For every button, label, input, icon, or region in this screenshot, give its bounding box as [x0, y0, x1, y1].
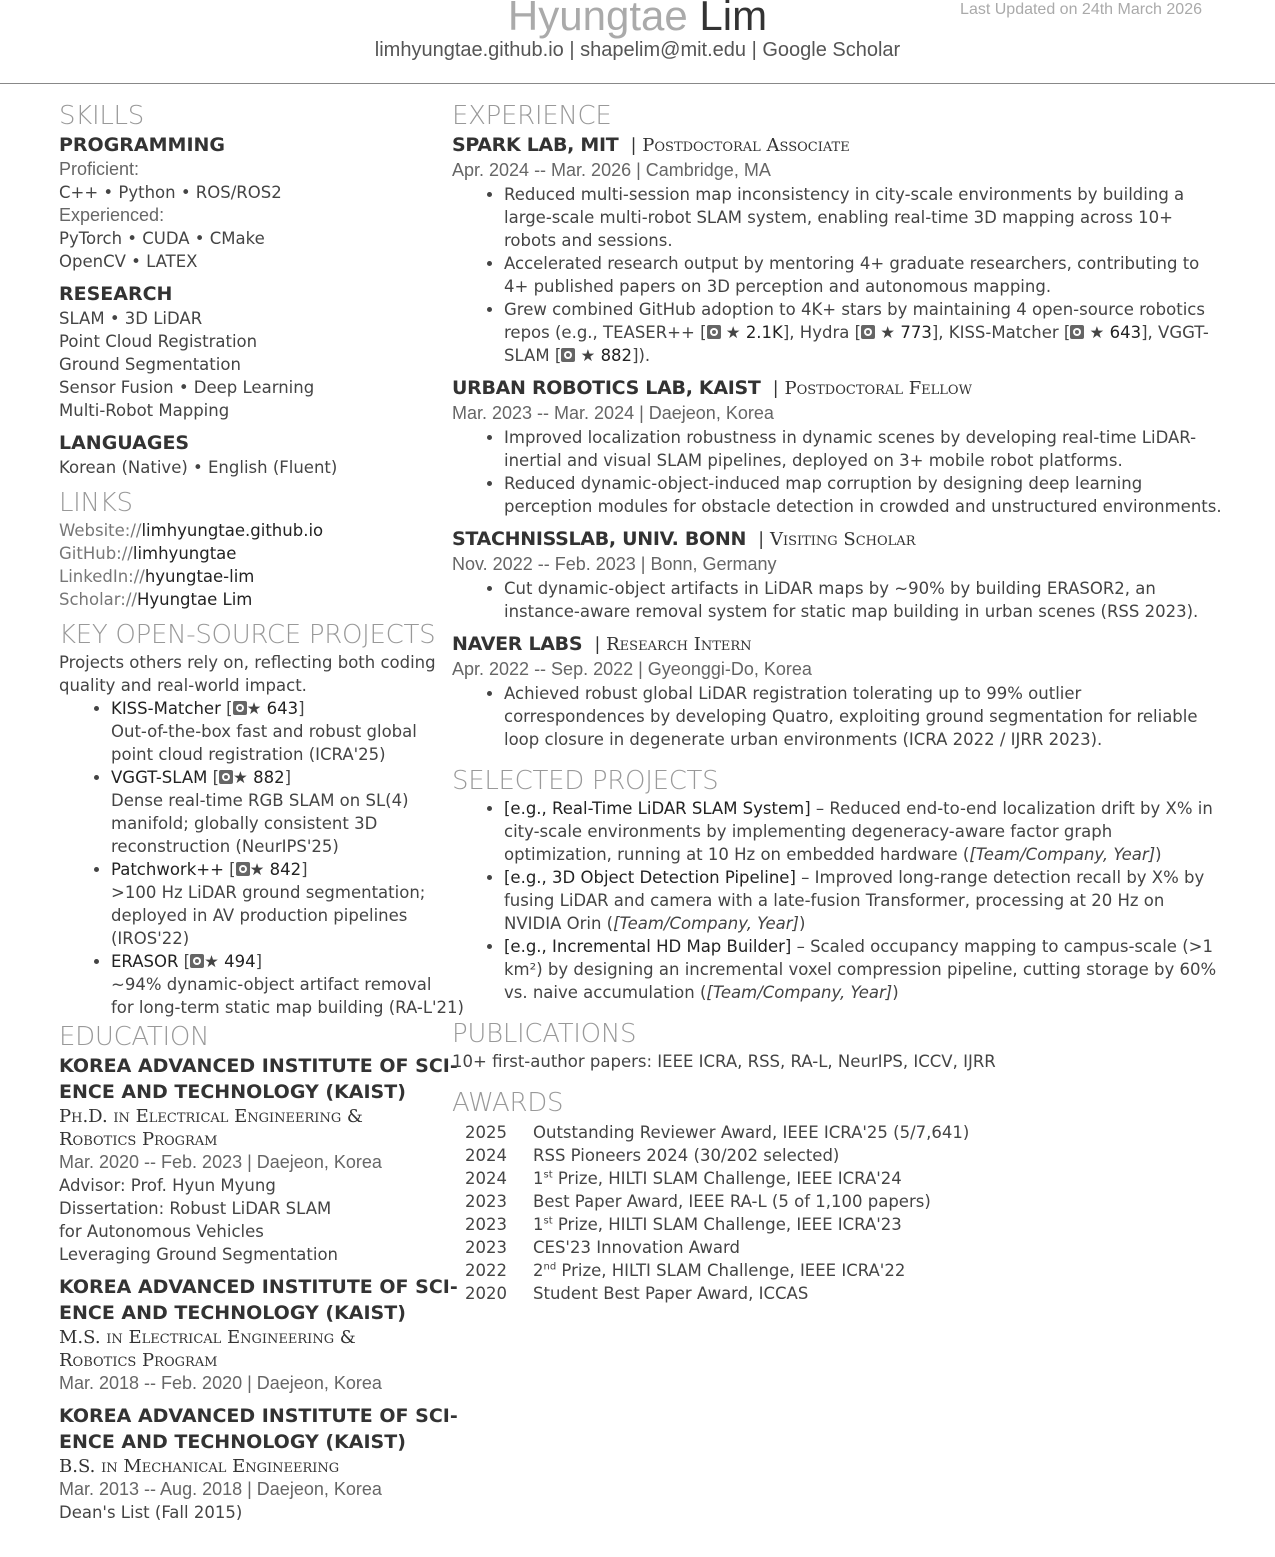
project-item: • ERASOR [ ★ 494] ~94% dynamic-object artifact removal for long-term static map building (RA-L'21) [111, 950, 444, 1019]
github-icon [707, 325, 721, 339]
award-row: 2024 1st Prize, HILTI SLAM Challenge, IEEE ICRA'24 [465, 1169, 902, 1188]
proficient-label: Proficient: [59, 159, 140, 179]
star-icon: ★ [246, 699, 262, 718]
experienced-list-1: PyTorch • CUDA • CMake [59, 229, 265, 248]
project-item: • Patchwork++ [ ★ 842] >100 Hz LiDAR ground segmentation; deployed in AV production pipelines (IROS'22) [111, 858, 444, 950]
header-divider [0, 83, 1275, 84]
github-icon [219, 770, 233, 784]
right-column [452, 100, 1222, 1305]
publications-title: PUBLICATIONS [452, 1019, 637, 1049]
github-icon [561, 348, 575, 362]
education-entry: KOREA ADVANCED INSTITUTE OF SCI- ENCE AND TECHNOLOGY (KAIST) Ph.D. in Electrical Engineering & Robotics Program Mar. 2020 -- Feb. 2023 | Daejeon, Korea Advisor: Prof. Hyun Myung Dissertation: Robust LiDAR SLAM for Autonomous Vehicles Leveraging Ground Segmentation [59, 1055, 458, 1264]
last-name: Lim [699, 0, 768, 39]
skills-title: SKILLS [59, 101, 144, 131]
first-name: Hyungtae [507, 0, 688, 39]
github-icon [236, 862, 250, 876]
experienced-label: Experienced: [59, 205, 165, 225]
project-item: • KISS-Matcher [ ★ 643] Out-of-the-box fast and robust global point cloud registration (ICRA'25) [111, 697, 444, 766]
job-entry: NAVER LABS | Research Intern Apr. 2022 -- Sep. 2022 | Gyeonggi-Do, Korea • Achieved robust global LiDAR registration tolerating up to 99% outlier correspondences by developing Quatro, exploiting ground segmentation for reliable loop closure in degenerate urban environments (ICRA 2022 / IJRR 2023). [452, 631, 1222, 751]
star-icon: ★ [204, 952, 219, 971]
left-column [59, 100, 464, 1524]
languages-list: Korean (Native) • English (Fluent) [59, 458, 338, 477]
languages-title: LANGUAGES [59, 432, 190, 454]
award-row: 2025 Outstanding Reviewer Award, IEEE ICRA'25 (5/7,641) [465, 1123, 970, 1142]
award-row: 2020 Student Best Paper Award, ICCAS [465, 1284, 809, 1303]
research-item: Multi-Robot Mapping [59, 401, 230, 420]
education-entry: KOREA ADVANCED INSTITUTE OF SCI- ENCE AND TECHNOLOGY (KAIST) M.S. in Electrical Engineering & Robotics Program Mar. 2018 -- Feb. 2020 | Daejeon, Korea [59, 1276, 458, 1393]
award-row: 2024 RSS Pioneers 2024 (30/202 selected) [465, 1146, 840, 1165]
github-icon [861, 325, 875, 339]
github-icon [233, 701, 247, 715]
experienced-list-2: OpenCV • LATEX [59, 252, 198, 271]
research-item: Point Cloud Registration [59, 332, 258, 351]
selected-project-item: • [e.g., Real-Time LiDAR SLAM System] – Reduced end-to-end localization drift by X% in city-scale environments by implementing degeneracy-aware factor graph optimization, running at 10 Hz on embedded hardware ([Team/Company, Year]) [504, 797, 1222, 866]
experience-title: EXPERIENCE [452, 101, 612, 131]
project-name[interactable]: Patchwork++ [111, 860, 224, 879]
education-entry: KOREA ADVANCED INSTITUTE OF SCI- ENCE AND TECHNOLOGY (KAIST) B.S. in Mechanical Engineering Mar. 2013 -- Aug. 2018 | Daejeon, Korea Dean's List (Fall 2015) [59, 1405, 458, 1522]
award-row: 2023 Best Paper Award, IEEE RA-L (5 of 1,100 papers) [465, 1192, 931, 1211]
selected-projects-title: SELECTED PROJECTS [452, 766, 719, 796]
research-item: SLAM • 3D LiDAR [59, 309, 203, 328]
education-title: EDUCATION [59, 1022, 210, 1052]
award-row: 2023 CES'23 Innovation Award [465, 1238, 740, 1257]
programming-title: PROGRAMMING [59, 134, 226, 156]
star-icon: ★ [249, 860, 265, 879]
open-source-intro: quality and real-world impact. [59, 676, 307, 695]
proficient-list: C++ • Python • ROS/ROS2 [59, 183, 282, 202]
last-updated: Last Updated on 24th March 2026 [960, 1, 1202, 18]
github-icon [190, 954, 204, 968]
link-website[interactable]: Website://limhyungtae.github.io [59, 521, 324, 540]
project-name[interactable]: ERASOR [111, 952, 179, 971]
research-title: RESEARCH [59, 283, 173, 305]
selected-project-item: • [e.g., Incremental HD Map Builder] – Scaled occupancy mapping to campus-scale (>1 km²) by designing an incremental voxel compression pipeline, cutting storage by 60% vs. naive accumulation ([Team/Company, Year]) [504, 935, 1222, 1004]
job-entry: SPARK LAB, MIT | Postdoctoral Associate Apr. 2024 -- Mar. 2026 | Cambridge, MA • Reduced multi-session map inconsistency in city-scale environments by building a large-scale multi-robot SLAM system, enabling real-time 3D mapping across 10+ robots and sessions. • Accelerated research output by mentoring 4+ graduate researchers, contributing to 4+ published papers on 3D perception and autonomous mapping. • Grew combined GitHub adoption to 4K+ stars by maintaining 4 open-source robotics repos (e.g., TEASER++ [ ★ 2.1K], Hydra [ ★ 773], KISS-Matcher [ ★ 643], VGGT-SLAM [ ★ 882]). [452, 132, 1222, 367]
github-icon [1070, 325, 1084, 339]
award-row: 2023 1st Prize, HILTI SLAM Challenge, IEEE ICRA'23 [465, 1215, 902, 1234]
research-item: Sensor Fusion • Deep Learning [59, 378, 315, 397]
job-entry: URBAN ROBOTICS LAB, KAIST | Postdoctoral Fellow Mar. 2023 -- Mar. 2024 | Daejeon, Korea • Improved localization robustness in dynamic scenes by developing real-time LiDAR-inertial and visual SLAM pipelines, deployed on 3+ mobile robot platforms. • Reduced dynamic-object-induced map corruption by designing deep learning perception modules for obstacle detection in crowded and unstructured environments. [452, 375, 1222, 518]
project-item: • VGGT-SLAM [ ★ 882] Dense real-time RGB SLAM on SL(4) manifold; globally consistent 3D reconstruction (NeurIPS'25) [111, 766, 444, 858]
publications-summary: 10+ first-author papers: IEEE ICRA, RSS, RA-L, NeurIPS, ICCV, IJRR [452, 1052, 996, 1071]
link-github[interactable]: GitHub://limhyungtae [59, 544, 237, 563]
links-title: LINKS [59, 488, 133, 518]
star-icon: ★ [233, 768, 248, 787]
open-source-title: KEY OPEN-SOURCE PROJECTS [59, 620, 436, 650]
research-item: Ground Segmentation [59, 355, 241, 374]
awards-title: AWARDS [452, 1088, 564, 1118]
project-name[interactable]: VGGT-SLAM [111, 768, 208, 787]
award-row: 2022 2nd Prize, HILTI SLAM Challenge, IEEE ICRA'22 [465, 1261, 906, 1280]
contact-links[interactable]: limhyungtae.github.io | shapelim@mit.edu | Google Scholar [374, 39, 901, 61]
open-source-intro: Projects others rely on, reflecting both coding [59, 653, 436, 672]
project-name[interactable]: KISS-Matcher [111, 699, 221, 718]
job-entry: STACHNISSLAB, UNIV. BONN | Visiting Scholar Nov. 2022 -- Feb. 2023 | Bonn, Germany • Cut dynamic-object artifacts in LiDAR maps by ~90% by building ERASOR2, an instance-aware removal system for static map building in urban scenes (RSS 2023). [452, 526, 1222, 623]
selected-project-item: • [e.g., 3D Object Detection Pipeline] – Improved long-range detection recall by X% by fusing LiDAR and camera with a late-fusion Transformer, processing at 20 Hz on NVIDIA Orin ([Team/Company, Year]) [504, 866, 1222, 935]
link-linkedin[interactable]: LinkedIn://hyungtae-lim [59, 567, 255, 586]
link-scholar[interactable]: Scholar://Hyungtae Lim [59, 590, 253, 609]
